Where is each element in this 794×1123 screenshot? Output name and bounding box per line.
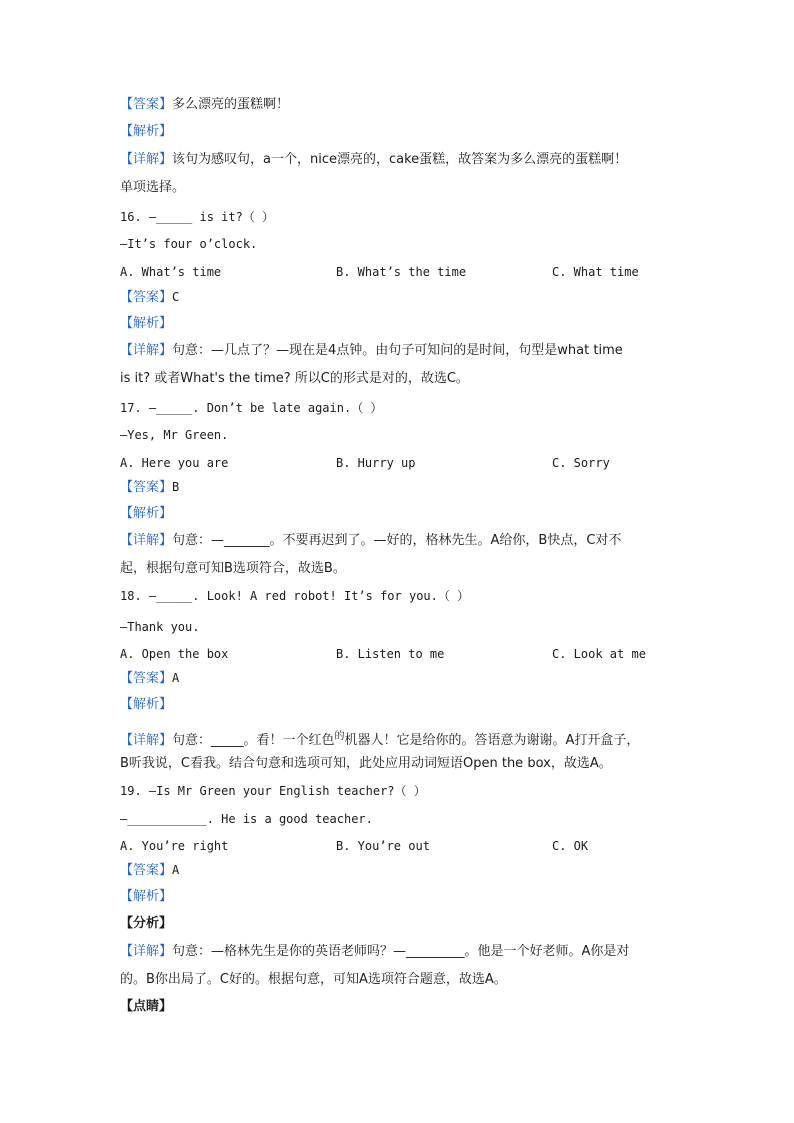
answer-text: 多么漂亮的蛋糕啊！ — [172, 97, 290, 112]
q17-analysis-tag: 【解析】 — [120, 506, 173, 521]
section-heading: 单项选择。 — [120, 180, 186, 195]
q18-detail-text-1a: 句意：_____。看！一个红色 — [172, 733, 335, 748]
q18-detail-sup: 的 — [334, 731, 345, 742]
q19-detail-text-2: 的。B你出局了。C好的。根据句意，可知A选项符合题意，故选A。 — [120, 972, 507, 987]
q19-detail-text-1: 句意：—格林先生是你的英语老师吗？—_________。他是一个好老师。A你是对 — [172, 944, 630, 959]
q17-reply: —Yes, Mr Green. — [120, 428, 229, 442]
q19-analysis-line — [120, 889, 172, 905]
q16-detail-line-1 — [120, 343, 623, 359]
q17-answer-tag: 【答案】 — [120, 480, 173, 495]
q16-answer-tag: 【答案】 — [120, 290, 173, 305]
q16-analysis-tag: 【解析】 — [120, 316, 173, 331]
answer-tag: 【答案】 — [120, 97, 173, 112]
answer-line — [120, 97, 289, 113]
q19-detail-line-1 — [120, 944, 629, 960]
q18-answer-tag: 【答案】 — [120, 671, 173, 686]
analysis-line — [120, 124, 172, 140]
q16-option-a: A. What’s time — [120, 265, 222, 279]
q17-detail-tag: 【详解】 — [120, 533, 173, 548]
q17-detail-line-1 — [120, 533, 621, 549]
q18-answer: A — [172, 671, 180, 685]
q19-detail-tag: 【详解】 — [120, 944, 173, 959]
q18-option-b: B. Listen to me — [336, 647, 445, 661]
q19-option-c: C. OK — [552, 839, 589, 853]
q16-analysis-line — [120, 316, 172, 332]
q17-detail-text-1: 句意：—_______。不要再迟到了。—好的，格林先生。A给你，B快点，C对不 — [172, 533, 622, 548]
q19-analysis-tag: 【解析】 — [120, 889, 173, 904]
q17-detail-text-2: 起，根据句意可知B选项符合，故选B。 — [120, 561, 346, 576]
q19-fenxi-tag: 【分析】 — [120, 916, 173, 931]
q16-reply: —It’s four o’clock. — [120, 237, 258, 251]
q17-analysis-line — [120, 506, 172, 522]
q19-answer: A — [172, 863, 180, 877]
detail-tag: 【详解】 — [120, 152, 173, 167]
q17-option-c: C. Sorry — [552, 456, 610, 470]
detail-text: 该句为感叹句，a一个，nice漂亮的，cake蛋糕，故答案为多么漂亮的蛋糕啊！ — [172, 152, 628, 167]
q19-answer-tag: 【答案】 — [120, 863, 173, 878]
q16-stem: 16. —_____ is it?（ ） — [120, 210, 275, 224]
q16-option-c: C. What time — [552, 265, 639, 279]
detail-line — [120, 152, 627, 168]
q18-analysis-line — [120, 697, 172, 713]
q19-reply: —___________. He is a good teacher. — [120, 812, 373, 826]
q19-option-b: B. You’re out — [336, 839, 430, 853]
q17-answer-line — [120, 479, 179, 496]
q16-detail-tag: 【详解】 — [120, 343, 173, 358]
q17-option-b: B. Hurry up — [336, 456, 416, 470]
q16-answer-line — [120, 289, 179, 306]
q18-answer-line — [120, 670, 179, 687]
q18-detail-line-1 — [120, 729, 639, 749]
q19-fenxi-line — [120, 916, 172, 932]
analysis-tag: 【解析】 — [120, 124, 173, 139]
q18-stem: 18. —_____. Look! A red robot! It’s for you.（ ） — [120, 589, 470, 603]
q19-stem: 19. —Is Mr Green your English teacher?（ ） — [120, 784, 426, 798]
q18-detail-tag: 【详解】 — [120, 733, 173, 748]
q19-answer-line — [120, 862, 179, 879]
q18-option-c: C. Look at me — [552, 647, 646, 661]
q18-reply: —Thank you. — [120, 620, 200, 634]
q18-analysis-tag: 【解析】 — [120, 697, 173, 712]
q18-detail-text-2: B听我说，C看我。结合句意和选项可知，此处应用动词短语Open the box，故选A。 — [120, 756, 612, 771]
q17-stem: 17. —_____. Don’t be late again.（ ） — [120, 401, 383, 415]
q16-option-b: B. What’s the time — [336, 265, 467, 279]
q16-answer: C — [172, 290, 180, 304]
q18-detail-text-1b: 机器人！它是给你的。答语意为谢谢。A打开盒子， — [344, 733, 640, 748]
q17-option-a: A. Here you are — [120, 456, 229, 470]
q18-option-a: A. Open the box — [120, 647, 229, 661]
q19-dianjing-tag: 【点睛】 — [120, 999, 173, 1014]
q17-answer: B — [172, 480, 180, 494]
q19-option-a: A. You’re right — [120, 839, 229, 853]
q16-detail-text-1: 句意：—几点了？—现在是4点钟。由句子可知问的是时间，句型是what time — [172, 343, 623, 358]
q19-dianjing-line — [120, 999, 172, 1015]
q16-detail-text-2: is it? 或者What's the time? 所以C的形式是对的，故选C。 — [120, 371, 469, 386]
